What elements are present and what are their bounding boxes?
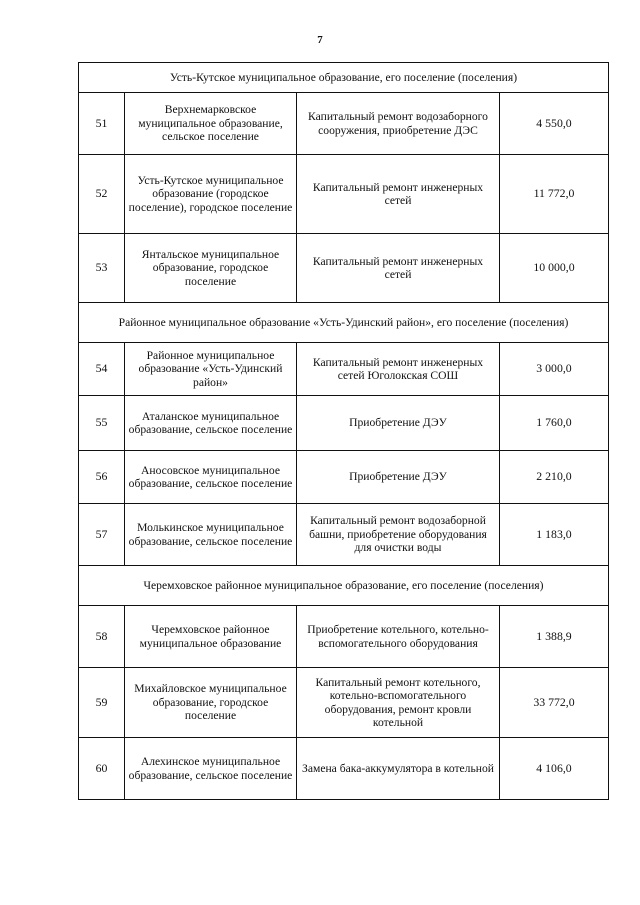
work-description: Капитальный ремонт инженерных сетей xyxy=(297,234,500,303)
row-number: 51 xyxy=(79,93,125,155)
municipality-name: Районное муниципальное образование «Усть-Удинский район» xyxy=(125,343,297,396)
work-description: Приобретение ДЭУ xyxy=(297,396,500,451)
table-row xyxy=(79,93,609,155)
table-row xyxy=(79,155,609,234)
municipality-name: Янтальское муниципальное образование, городское поселение xyxy=(125,234,297,303)
amount: 3 000,0 xyxy=(500,343,609,396)
row-number: 57 xyxy=(79,504,125,566)
municipality-name: Усть-Кутское муниципальное образование (городское поселение), городское поселение xyxy=(125,155,297,234)
table-row xyxy=(79,668,609,738)
amount: 1 183,0 xyxy=(500,504,609,566)
row-number: 52 xyxy=(79,155,125,234)
work-description: Приобретение ДЭУ xyxy=(297,451,500,504)
municipality-name: Михайловское муниципальное образование, городское поселение xyxy=(125,668,297,738)
amount: 2 210,0 xyxy=(500,451,609,504)
work-description: Замена бака-аккумулятора в котельной xyxy=(297,738,500,800)
municipality-name: Молькинское муниципальное образование, сельское поселение xyxy=(125,504,297,566)
row-number: 55 xyxy=(79,396,125,451)
work-description: Капитальный ремонт инженерных сетей xyxy=(297,155,500,234)
amount: 10 000,0 xyxy=(500,234,609,303)
row-number: 58 xyxy=(79,606,125,668)
amount: 11 772,0 xyxy=(500,155,609,234)
table-row xyxy=(79,234,609,303)
table-row xyxy=(79,343,609,396)
group-header-row xyxy=(79,63,609,93)
amount: 33 772,0 xyxy=(500,668,609,738)
table-row xyxy=(79,451,609,504)
municipality-name: Аталанское муниципальное образование, сельское поселение xyxy=(125,396,297,451)
work-description: Капитальный ремонт инженерных сетей Юголокская СОШ xyxy=(297,343,500,396)
table-row xyxy=(79,504,609,566)
municipality-name: Верхнемарковское муниципальное образование, сельское поселение xyxy=(125,93,297,155)
group-header-row xyxy=(79,303,609,343)
row-number: 54 xyxy=(79,343,125,396)
municipality-name: Аносовское муниципальное образование, сельское поселение xyxy=(125,451,297,504)
work-description: Капитальный ремонт водозаборной башни, приобретение оборудования для очистки воды xyxy=(297,504,500,566)
municipality-name: Алехинское муниципальное образование, сельское поселение xyxy=(125,738,297,800)
amount: 1 760,0 xyxy=(500,396,609,451)
table-row xyxy=(79,396,609,451)
group-header-row xyxy=(79,566,609,606)
group-title: Черемховское районное муниципальное образование, его поселение (поселения) xyxy=(79,566,609,606)
row-number: 53 xyxy=(79,234,125,303)
allocation-table xyxy=(78,62,609,800)
amount: 4 106,0 xyxy=(500,738,609,800)
work-description: Приобретение котельного, котельно-вспомогательного оборудования xyxy=(297,606,500,668)
work-description: Капитальный ремонт водозаборного сооружения, приобретение ДЭС xyxy=(297,93,500,155)
table-row xyxy=(79,606,609,668)
amount: 4 550,0 xyxy=(500,93,609,155)
group-title: Усть-Кутское муниципальное образование, его поселение (поселения) xyxy=(79,63,609,93)
group-title: Районное муниципальное образование «Усть-Удинский район», его поселение (поселения) xyxy=(79,303,609,343)
amount: 1 388,9 xyxy=(500,606,609,668)
table-row xyxy=(79,738,609,800)
row-number: 56 xyxy=(79,451,125,504)
row-number: 59 xyxy=(79,668,125,738)
row-number: 60 xyxy=(79,738,125,800)
municipality-name: Черемховское районное муниципальное образование xyxy=(125,606,297,668)
work-description: Капитальный ремонт котельного, котельно-вспомогательного оборудования, ремонт кровли котельной xyxy=(297,668,500,738)
page-number: 7 xyxy=(317,34,323,46)
